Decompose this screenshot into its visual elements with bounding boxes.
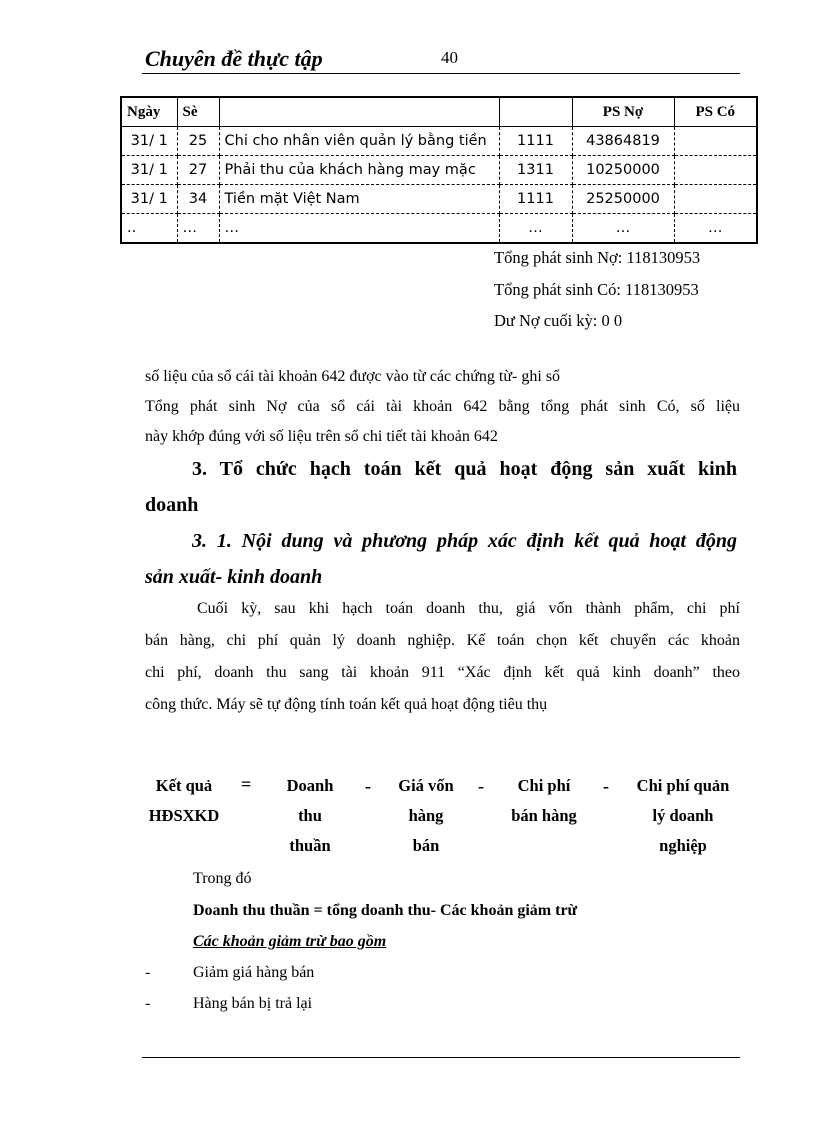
cell-account: 1311 [499,156,572,185]
formula-cogs-line1: Giá vốn [398,776,454,795]
table-row [121,156,757,185]
formula-revenue-line3: thuần [289,836,331,855]
formula-admin-expense [627,776,739,856]
formula-result [145,776,223,826]
formula-admin-line2: lý doanh [652,806,714,825]
formula-revenue-line2: thu [298,806,322,825]
column-header-debit: PS Nợ [572,97,674,127]
subsection-heading-3-1: 3. 1. Nội dung và phương pháp xác định kết quả hoạt động [192,530,737,552]
table-row [121,127,757,156]
formula-admin-line3: nghiệp [659,836,707,855]
ledger-table [120,96,758,244]
page-number: 40 [441,48,458,67]
paragraph-reconcile-line1: Tổng phát sinh Nợ của sổ cái tài khoản 642 bằng tổng phát sinh Có, số liệu [145,398,740,415]
cell-account: … [499,214,572,244]
paragraph-source: số liệu của sổ cái tài khoản 642 được vào từ các chứng từ- ghi sổ [145,368,561,385]
where-label: Trong đó [193,870,252,887]
table-header-row [121,97,757,127]
formula-equals: = [241,774,252,794]
formula-selling-line2: bán hàng [511,806,577,825]
document-header-title: Chuyên đề thực tập [145,46,323,71]
table-row [121,214,757,244]
deduction-item-1: Giảm giá hàng bán [193,964,315,981]
cell-date: .. [121,214,177,244]
paragraph-method-line4: công thức. Máy sẽ tự động tính toán kết quả hoạt động tiêu thụ [145,696,548,713]
formula-result-line1: Kết quả [155,776,213,795]
formula-net-revenue [275,776,345,856]
cell-number: … [177,214,219,244]
cell-credit [674,185,757,214]
subsection-heading-3-1-cont: sản xuất- kinh doanh [145,566,323,588]
cell-description: Tiền mặt Việt Nam [219,185,499,214]
cell-description: Phải thu của khách hàng may mặc [219,156,499,185]
formula-minus-2: - [478,776,484,796]
cell-date: 31/ 1 [121,127,177,156]
paragraph-reconcile-line2: này khớp đúng với số liệu trên sổ chi tiết tài khoản 642 [145,428,498,445]
formula-revenue-line1: Doanh [286,776,334,795]
cell-number: 34 [177,185,219,214]
cell-credit [674,127,757,156]
section-heading-3-cont: doanh [145,494,199,516]
cell-number: 25 [177,127,219,156]
column-header-credit: PS Có [674,97,757,127]
column-header-account [499,97,572,127]
paragraph-method-line3: chi phí, doanh thu sang tài khoản 911 “Xác định kết quả kinh doanh” theo [145,664,740,681]
header-divider [142,73,740,74]
table-row [121,185,757,214]
ending-balance: Dư Nợ cuối kỳ: 0 0 [494,311,623,330]
cell-debit: … [572,214,674,244]
formula-cogs-line3: bán [412,836,440,855]
cell-debit: 10250000 [572,156,674,185]
deductions-title: Các khoản giảm trừ bao gồm [193,933,387,950]
paragraph-method-line2: bán hàng, chi phí quản lý doanh nghiệp. Kế toán chọn kết chuyển các khoản [145,632,740,649]
formula-result-line2: HĐSXKD [148,806,220,825]
bullet-1: - [145,964,151,981]
cell-date: 31/ 1 [121,185,177,214]
column-header-description [219,97,499,127]
formula-cogs-line2: hàng [408,806,444,825]
total-debit: Tổng phát sinh Nợ: 118130953 [494,248,701,267]
formula-cogs [388,776,464,856]
cell-credit [674,156,757,185]
formula-admin-line1: Chi phí quản [636,776,730,795]
cell-description: … [219,214,499,244]
cell-number: 27 [177,156,219,185]
formula-minus-1: - [365,776,371,796]
net-revenue-formula: Doanh thu thuần = tổng doanh thu- Các khoản giảm trừ [193,902,578,919]
bullet-2: - [145,995,151,1012]
cell-debit: 43864819 [572,127,674,156]
section-heading-3: 3. Tổ chức hạch toán kết quả hoạt động sản xuất kinh [192,458,737,480]
column-header-date: Ngày [121,97,177,127]
cell-account: 1111 [499,127,572,156]
footer-divider [142,1057,740,1058]
formula-selling-line1: Chi phí [517,776,571,795]
cell-account: 1111 [499,185,572,214]
paragraph-method-line1: Cuối kỳ, sau khi hạch toán doanh thu, giá vốn thành phẩm, chi phí [197,600,740,617]
cell-description: Chi cho nhân viên quản lý bằng tiền [219,127,499,156]
deduction-item-2: Hàng bán bị trả lại [193,995,313,1012]
formula-selling-expense [500,776,588,826]
formula-minus-3: - [603,776,609,796]
column-header-number: Sè [177,97,219,127]
cell-date: 31/ 1 [121,156,177,185]
cell-credit: … [674,214,757,244]
total-credit: Tổng phát sinh Có: 118130953 [494,280,699,299]
cell-debit: 25250000 [572,185,674,214]
